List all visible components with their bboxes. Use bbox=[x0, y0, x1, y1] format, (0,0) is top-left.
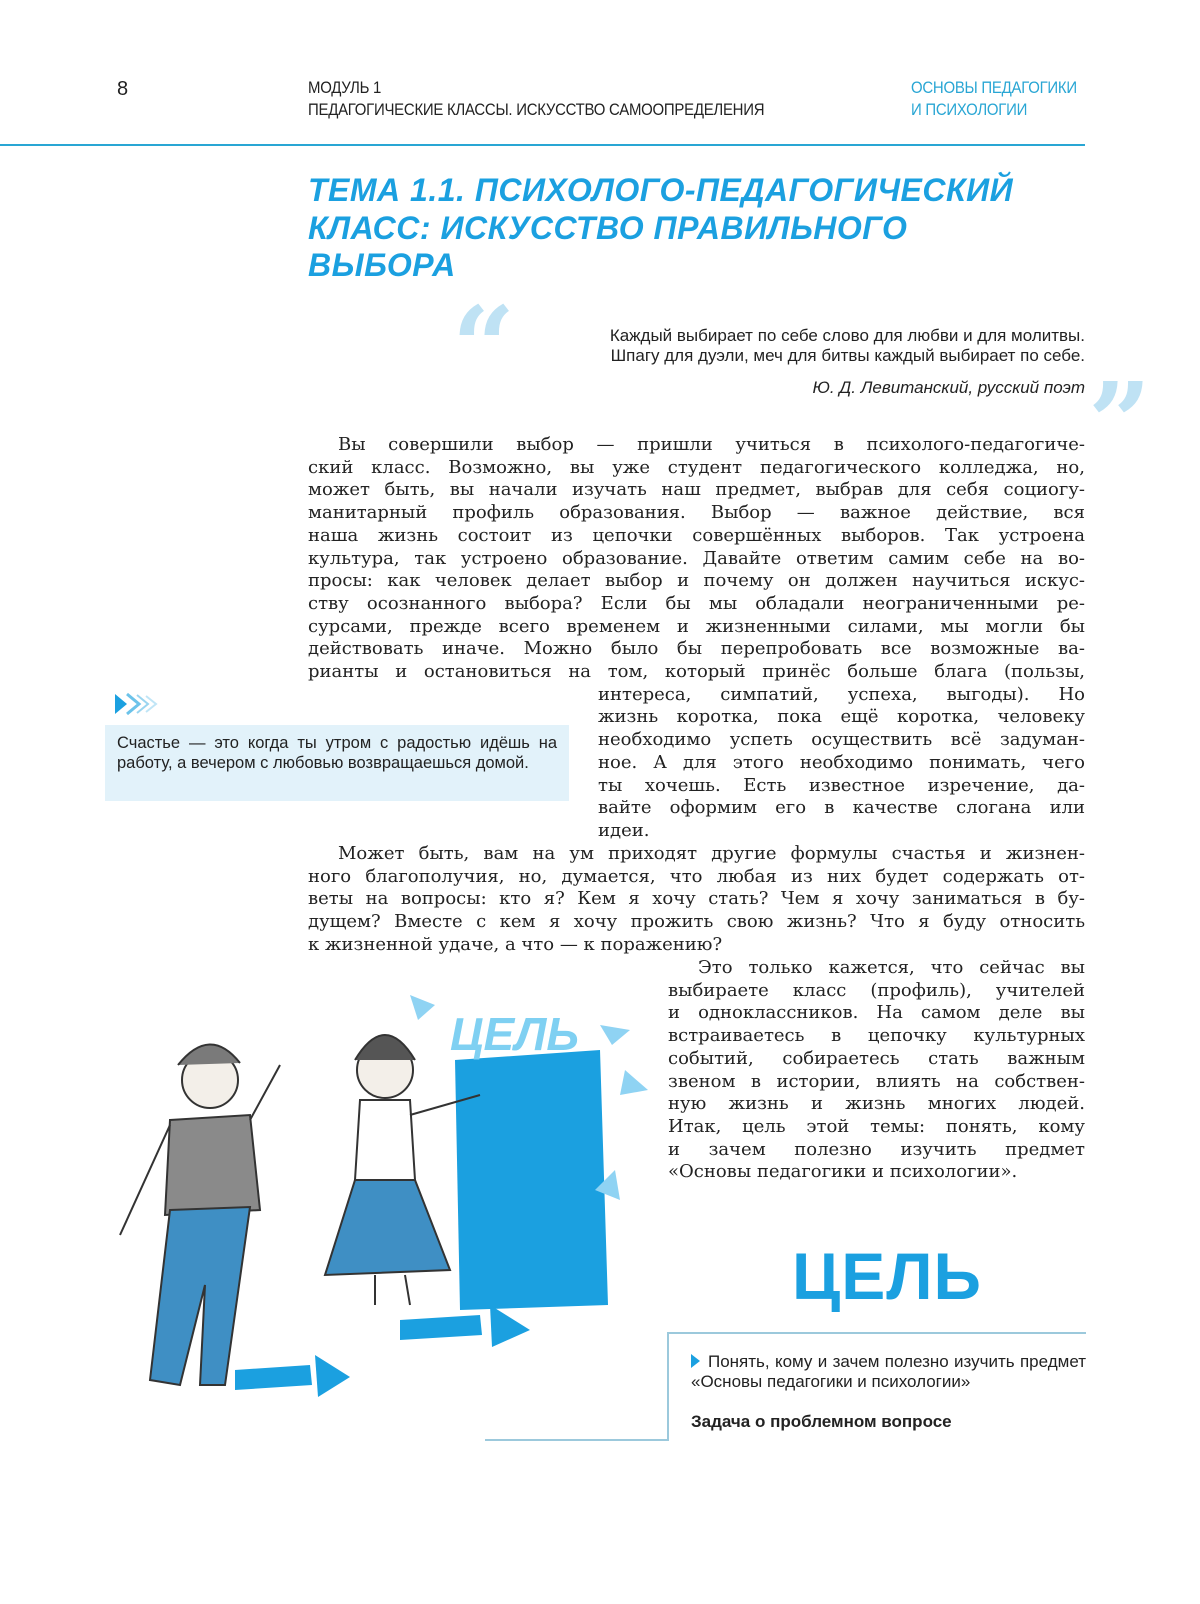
body-line: ты хочешь. Есть известное изречение, да- bbox=[598, 774, 1085, 796]
title-line: КЛАСС: ИСКУССТВО ПРАВИЛЬНОГО bbox=[308, 209, 908, 246]
epigraph-line: Каждый выбирает по себе слово для любви и для молитвы. bbox=[609, 326, 1085, 345]
body-line: ного благополучия, но, думается, что любая из них будет содержать от- bbox=[308, 865, 1085, 887]
sign-text: ЦЕЛЬ bbox=[450, 1008, 579, 1060]
body-line: может быть, вы начали изучать наш предмет, выбрав для себя социогу- bbox=[308, 479, 1085, 501]
body-line: и зачем полезно изучить предмет bbox=[668, 1138, 1085, 1160]
goal-box-border bbox=[668, 1332, 1086, 1334]
body-line: ству осознанного выбора? Если бы мы обладали неограниченными ре- bbox=[308, 592, 1085, 614]
body-line: жизнь коротка, пока ещё коротка, человеку bbox=[598, 706, 1085, 728]
goal-box-border bbox=[485, 1439, 669, 1441]
close-quote-icon: ” bbox=[1088, 358, 1152, 487]
goal-item bbox=[691, 1352, 1086, 1391]
module-header bbox=[308, 77, 764, 121]
body-line: наша жизнь состоит из цепочки совершённых выборов. Так устроена bbox=[308, 524, 1085, 546]
epigraph-author: Ю. Д. Левитанский, русский поэт bbox=[812, 378, 1085, 397]
boy-figure bbox=[120, 1044, 280, 1385]
body-line: Может быть, вам на ум приходят другие формулы счастья и жизнен- bbox=[338, 843, 1085, 864]
title-line: ВЫБОРА bbox=[308, 247, 456, 283]
body-line: встраиваетесь в цепочку культурных bbox=[668, 1025, 1085, 1047]
body-line: дущем? Вместе с кем я хочу прожить свою жизнь? Что я буду относить bbox=[308, 911, 1085, 933]
body-line: вайте оформим его в качестве слогана или bbox=[598, 797, 1085, 819]
body-line: просы: как человек делает выбор и почему он должен научиться искус- bbox=[308, 570, 1085, 592]
goal-item-text: Понять, кому и зачем полезно изучить предмет «Основы педагогики и психологии» bbox=[691, 1352, 1086, 1391]
chevrons-icon bbox=[115, 692, 165, 716]
module-label: МОДУЛЬ 1 bbox=[308, 78, 382, 97]
body-line: манитарный профиль образования. Выбор — важное действие, вся bbox=[308, 502, 1085, 524]
topic-title bbox=[308, 172, 1108, 285]
open-quote-icon: “ bbox=[452, 282, 516, 411]
subject-line: ОСНОВЫ ПЕДАГОГИКИ bbox=[911, 78, 1077, 97]
path-arrows bbox=[235, 1305, 530, 1397]
goal-box-border bbox=[667, 1332, 669, 1440]
goal-heading: ЦЕЛЬ bbox=[792, 1239, 982, 1313]
epigraph-line: Шпагу для дуэли, меч для битвы каждый выбирает по себе. bbox=[610, 346, 1085, 365]
body-line: веты на вопросы: кто я? Кем я хочу стать? Чем я хочу заниматься в бу- bbox=[308, 888, 1085, 910]
body-line: событий, собираетесь стать важным bbox=[668, 1047, 1085, 1069]
body-line: идеи. bbox=[598, 819, 650, 841]
body-line: Итак, цель этой темы: понять, кому bbox=[668, 1115, 1085, 1137]
subject-header bbox=[911, 77, 1077, 121]
triangle-bullet-icon bbox=[691, 1354, 700, 1368]
body-line: действовать иначе. Можно было бы перепробовать все возможные ва- bbox=[308, 638, 1085, 660]
header-divider bbox=[0, 144, 1085, 146]
body-line: сурсами, прежде всего временем и жизненными силами, мы могли бы bbox=[308, 615, 1085, 637]
epigraph bbox=[470, 326, 1085, 366]
body-line: необходимо успеть осуществить всё задуман- bbox=[598, 729, 1085, 751]
body-line: и одноклассников. На самом деле вы bbox=[668, 1002, 1085, 1024]
goal-task: Задача о проблемном вопросе bbox=[691, 1412, 952, 1431]
body-line: «Основы педагогики и психологии». bbox=[668, 1161, 1018, 1183]
illustration-students-goal bbox=[100, 985, 660, 1425]
body-line: выбираете класс (профиль), учителей bbox=[668, 979, 1085, 1001]
body-line: интереса, симпатий, успеха, выгоды). Но bbox=[598, 683, 1085, 705]
subject-line: И ПСИХОЛОГИИ bbox=[911, 100, 1028, 119]
body-line: ную жизнь и жизнь многих людей. bbox=[668, 1093, 1085, 1115]
body-line: к жизненной удаче, а что — к поражению? bbox=[308, 933, 723, 955]
body-line: культура, так устроено образование. Давайте ответим самим себе на во- bbox=[308, 547, 1085, 569]
module-title: ПЕДАГОГИЧЕСКИЕ КЛАССЫ. ИСКУССТВО САМООПРЕДЕЛЕНИЯ bbox=[308, 100, 765, 119]
goal-door bbox=[455, 1050, 608, 1310]
body-line: Вы совершили выбор — пришли учиться в психолого-педагогиче- bbox=[338, 434, 1085, 455]
body-line: Это только кажется, что сейчас вы bbox=[698, 957, 1085, 978]
sidebar-quote: Счастье — это когда ты утром с радостью идёшь на работу, а вечером с любовью возвращаешься домой. bbox=[105, 725, 569, 801]
body-line: рианты и остановиться на том, который принёс больше блага (пользы, bbox=[308, 661, 1085, 682]
title-line: ТЕМА 1.1. ПСИХОЛОГО-ПЕДАГОГИЧЕСКИЙ bbox=[308, 172, 1014, 208]
page-number: 8 bbox=[117, 78, 129, 100]
body-line: звеном в истории, влиять на собствен- bbox=[668, 1070, 1085, 1092]
body-line: ное. А для этого необходимо понимать, чего bbox=[598, 751, 1085, 773]
body-line: ский класс. Возможно, вы уже студент педагогического колледжа, но, bbox=[308, 456, 1085, 478]
